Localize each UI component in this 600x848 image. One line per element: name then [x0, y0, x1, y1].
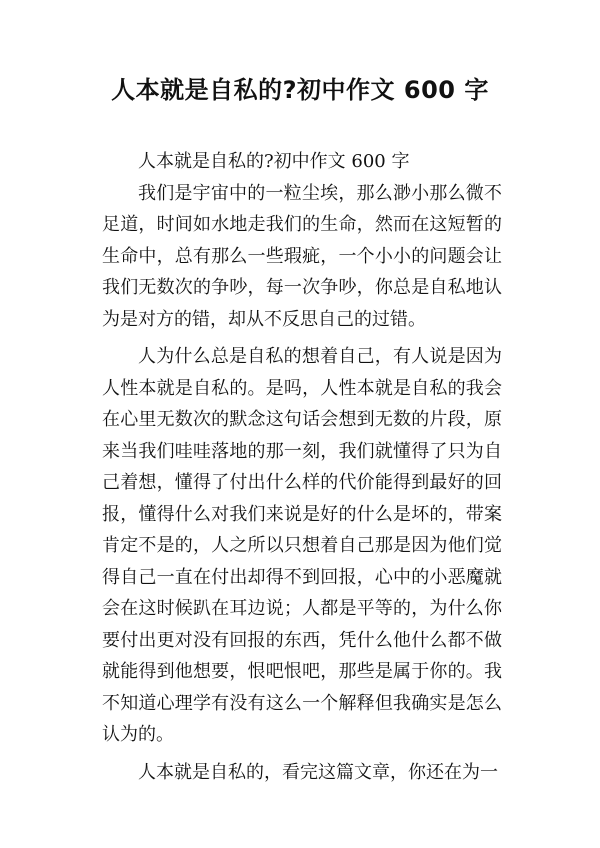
document-title: 人本就是自私的?初中作文 600 字: [111, 76, 489, 104]
document-body: [102, 146, 502, 794]
paragraph: 人为什么总是自私的想着自己，有人说是因为人性本就是自私的。是吗，人性本就是自私的我会在心里无数次的默念这句话会想到无数的片段，原来当我们哇哇落地的那一刻，我们就懂得了只为自己着想，懂得了付出什么样的代价能得到最好的回报，懂得什么对我们来说是好的什么是坏的，带案肯定不是的，人之所以只想着自己那是因为他们觉得自己一直在付出却得不到回报，心中的小恶魔就会在这时候趴在耳边说；人都是平等的，为什么你要付出更对没有回报的东西，凭什么他什么都不做就能得到他想要，恨吧恨吧，那些是属于你的。我不知道心理学有没有这么一个解释但我确实是怎么认为的。: [102, 346, 502, 745]
paragraph: 我们是宇宙中的一粒尘埃，那么渺小那么微不足道，时间如水地走我们的生命，然而在这短暂的生命中，总有那么一些瑕疵，一个小小的问题会让我们无数次的争吵，每一次争吵，你总是自私地认为是对方的错，却从不反思自己的过错。: [102, 182, 502, 330]
paragraph: 人本就是自私的，看完这篇文章，你还在为一: [138, 761, 498, 783]
document-subtitle: 人本就是自私的?初中作文 600 字: [138, 151, 410, 172]
